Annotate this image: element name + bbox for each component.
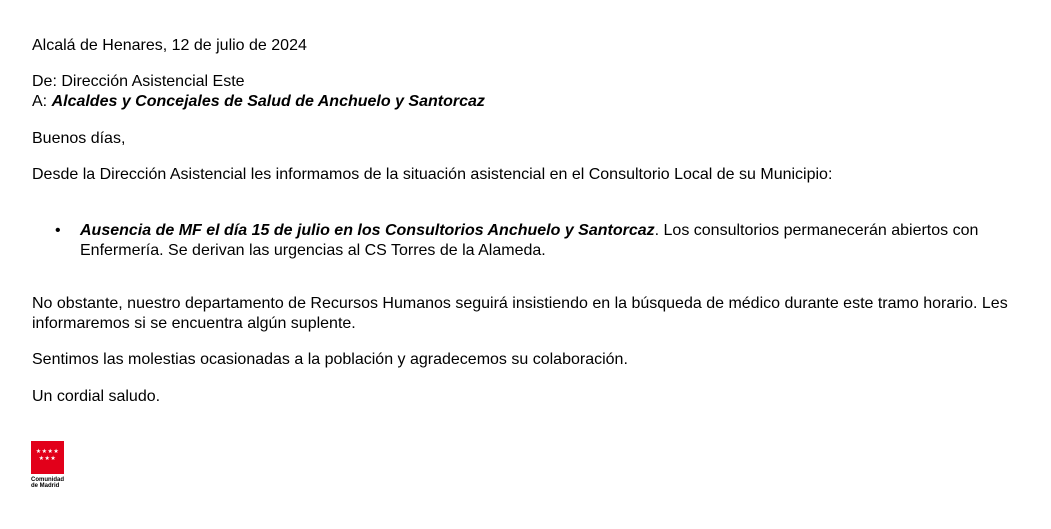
bullet-icon: • <box>55 222 61 239</box>
intro-paragraph: Desde la Dirección Asistencial les informamos de la situación asistencial en el Consultorio Local de su Municipio: <box>32 166 833 183</box>
list-item <box>80 221 1020 261</box>
to-line <box>32 92 485 112</box>
logo-line-1: Comunidad <box>31 477 64 483</box>
comunidad-de-madrid-logo <box>31 441 66 489</box>
place-date: Alcalá de Henares, 12 de julio de 2024 <box>32 37 307 54</box>
closing: Un cordial saludo. <box>32 388 161 405</box>
bullet-emphasis: Ausencia de MF el día 15 de julio en los Consultorios Anchuelo y Santorcaz <box>80 222 655 239</box>
to-recipients: Alcaldes y Concejales de Salud de Anchuelo y Santorcaz <box>51 93 485 110</box>
to-prefix: A: <box>32 93 52 110</box>
greeting: Buenos días, <box>32 130 126 147</box>
bullet-rest: . Los consultorios permanecerán abiertos con Enfermería. Se derivan las urgencias al CS Torres de la Alameda. <box>80 222 979 259</box>
from-line: De: Dirección Asistencial Este <box>32 73 245 90</box>
logo-text <box>31 477 66 489</box>
apology-paragraph: Sentimos las molestias ocasionadas a la población y agradecemos su colaboración. <box>32 351 628 368</box>
stars-icon: ★★★★ ★★★ <box>35 449 60 462</box>
followup-paragraph: No obstante, nuestro departamento de Recursos Humanos seguirá insistiendo en la búsqueda de médico durante este tramo horario. Les informaremos si se encuentra algún suplente. <box>32 295 1008 332</box>
logo-line-2: de Madrid <box>31 483 60 489</box>
madrid-flag-icon <box>31 441 64 474</box>
